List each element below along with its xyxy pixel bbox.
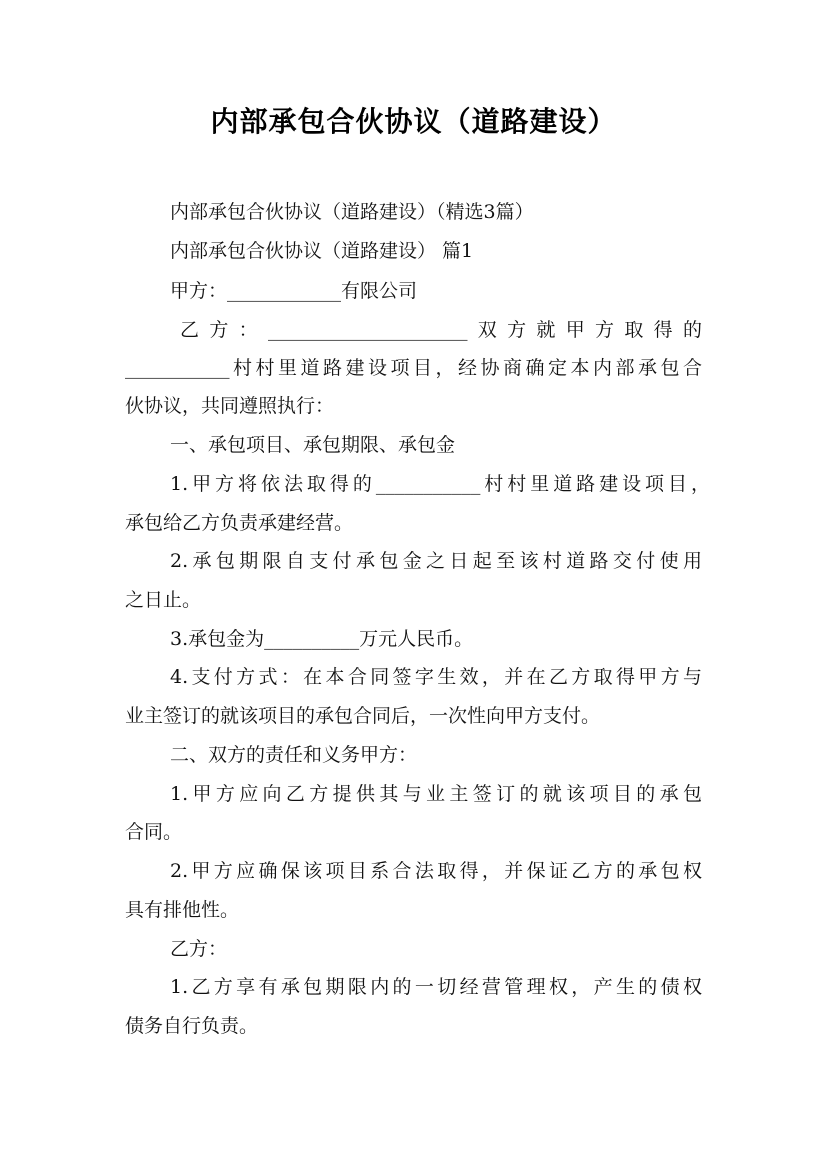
clause-line: 承包给乙方负责承建经营。: [125, 512, 354, 534]
clause-line: 4.支付方式：在本合同签字生效，并在乙方取得甲方与: [170, 666, 702, 688]
subtitle-line: 内部承包合伙协议（道路建设）（精选3篇）: [170, 201, 534, 223]
clause-line: 2.甲方应确保该项目系合法取得，并保证乙方的承包权: [170, 860, 702, 882]
party-b-heading: 乙方：: [170, 938, 228, 960]
clause-line: 业主签订的就该项目的承包合同后，一次性向甲方支付。: [125, 705, 601, 727]
clause-line: 1.甲方将依法取得的___________村村里道路建设项目，: [170, 473, 710, 495]
clause-line: 之日止。: [125, 589, 202, 611]
clause-line: 3.承包金为__________万元人民币。: [170, 628, 474, 650]
clause-heading: 二、双方的责任和义务甲方：: [170, 744, 418, 766]
section-heading: 内部承包合伙协议（道路建设） 篇1: [170, 240, 474, 262]
clause-heading: 一、承包项目、承包期限、承包金: [170, 434, 456, 456]
clause-line: 债务自行负责。: [125, 1015, 259, 1037]
party-a-line: 甲方：____________有限公司: [170, 280, 418, 302]
paragraph-line: ___________村村里道路建设项目，经协商确定本内部承包合: [125, 357, 702, 379]
clause-line: 1.甲方应向乙方提供其与业主签订的就该项目的承包: [170, 783, 702, 805]
party-b-line: 乙方：_____________________双方就甲方取得的: [180, 319, 702, 341]
paragraph-line: 伙协议，共同遵照执行：: [125, 395, 335, 417]
clause-line: 1.乙方享有承包期限内的一切经营管理权，产生的债权: [170, 976, 702, 998]
clause-line: 2.承包期限自支付承包金之日起至该村道路交付使用: [170, 550, 702, 572]
document-title: 内部承包合伙协议（道路建设）: [210, 105, 617, 138]
clause-line: 合同。: [125, 821, 183, 843]
clause-line: 具有排他性。: [125, 899, 240, 921]
